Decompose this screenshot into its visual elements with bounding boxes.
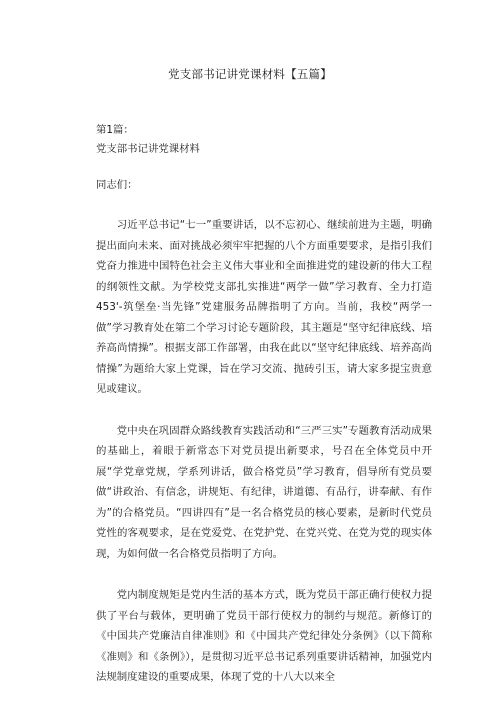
paragraph-3: 党内制度规矩是党内生活的基本方式，既为党员干部正确行使权力提供了平台与载体，更明确了党员干部行使权力的制约与规范。新修订的《中国共产党廉洁自律准则》和《中国共产党纪律处分条例》（以下简称《准则》和《条例》），是贯彻习近平总书记系列重要讲话精神，加强党内法规制度建设的重要成果，体现了党的十八大以来全 [96, 589, 432, 684]
document-body [96, 121, 432, 688]
greeting: 同志们： [96, 178, 138, 191]
section-title: 党支部书记讲党课材料 [96, 143, 200, 156]
paragraph-1: 习近平总书记“七一”重要讲话，以不忘初心、继续前进为主题，明确提出面向未来、面对挑战必须牢牢把握的八个方面重要要求，是指引我们党奋力推进中国特色社会主义伟大事业和全面推进党的建设新的伟大工程的纲领性文献。为学校党支部扎实推进“两学一做”学习教育、全力打造453'-筑堡垒·当先锋”党建服务品牌指明了方向。当前，我校“两学一做”学习教育处在第二个学习讨论专题阶段，其主题是“坚守纪律底线、培养高尚情操”。根据支部工作部署，由我在此以“坚守纪律底线、培养高尚情操”为题给大家上党课，旨在学习交流、抛砖引玉，请大家多提宝贵意见或建议。 [96, 219, 432, 396]
document-title: 党支部书记讲党课材料【五篇】 [168, 67, 332, 81]
section-label: 第1篇： [96, 124, 134, 136]
paragraph-2: 党中央在巩固群众路线教育实践活动和“三严三实”专题教育活动成果的基础上，着眼于新常态下对党员提出新要求，号召在全体党员中开展“学党章党规，学系列讲话，做合格党员”学习教育，倡导所有党员要做“讲政治、有信念，讲规矩、有纪律，讲道德、有品行，讲奉献、有作为”的合格党员。“四讲四有”是一名合格党员的核心要素，是新时代党员党性的客观要求，是在党爱党、在党护党、在党兴党、在党为党的现实体现，为如何做一名合格党员指明了方向。 [96, 424, 432, 560]
